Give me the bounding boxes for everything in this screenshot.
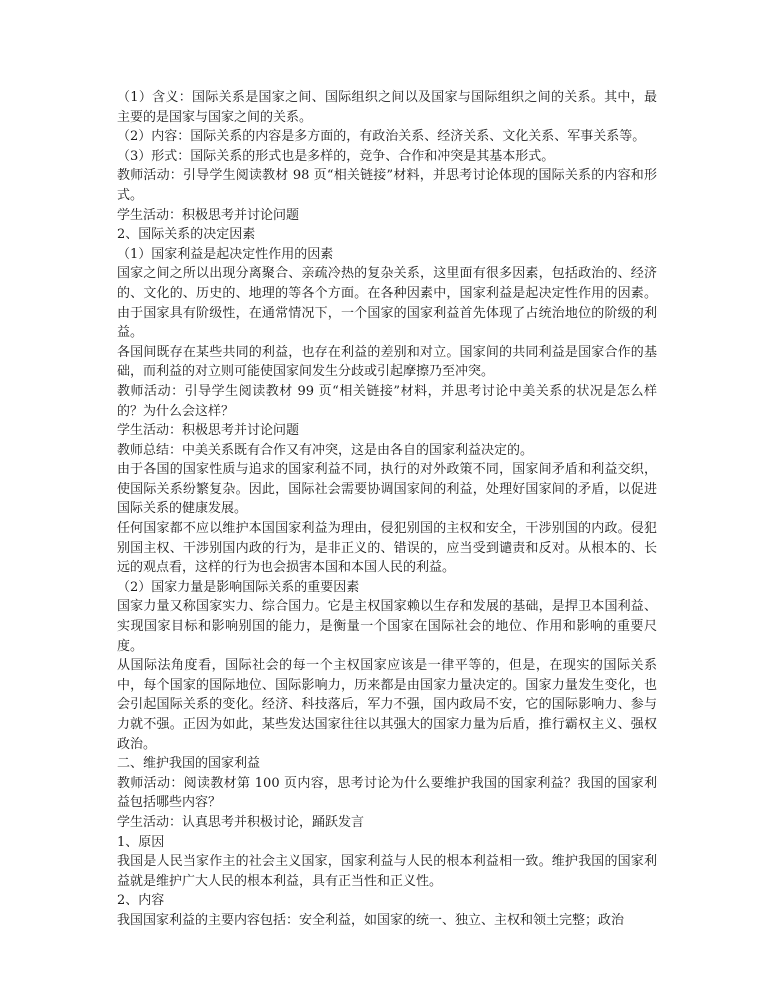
- paragraph-common-interests: 各国间既存在某些共同的利益，也存在利益的差别和对立。国家间的共同利益是国家合作的基础，而利益的对立则可能使国家间发生分歧或引起摩擦乃至冲突。: [117, 344, 657, 380]
- subheading-national-power: （2）国家力量是影响国际关系的重要因素: [117, 579, 360, 595]
- paragraph-student-activity-2: 学生活动：积极思考并讨论问题: [117, 423, 300, 439]
- paragraph-international-law: 从国际法角度看，国际社会的每一个主权国家应该是一律平等的，但是，在现实的国际关系中，每个国家的国际地位、国际影响力，历来都是由国家力量决定的。国家力量发生变化，也会引起国际关系的变化。经济、科技落后，军力不强，国内政局不安，它的国际影响力、参与力就不强。正因为如此，某些发达国家往往以其强大的国家力量为后盾，推行霸权主义、强权政治。: [117, 658, 657, 752]
- paragraph-no-infringement: 任何国家都不应以维护本国国家利益为理由，侵犯别国的主权和安全，干涉别国的内政。侵犯别国主权、干涉别国内政的行为，是非正义的、错误的，应当受到谴责和反对。从根本的、长远的观点看，这样的行为也会损害本国和本国人民的利益。: [117, 521, 657, 576]
- paragraph-form: （3）形式：国际关系的形式也是多样的，竞争、合作和冲突是其基本形式。: [117, 148, 555, 164]
- paragraph-contents: 我国国家利益的主要内容包括：安全利益，如国家的统一、独立、主权和领土完整；政治: [117, 912, 625, 928]
- paragraph-teacher-activity-100: 教师活动：阅读教材第 100 页内容，思考讨论为什么要维护我国的国家利益？我国的国家利益包括哪些内容？: [117, 775, 657, 811]
- paragraph-student-activity: 学生活动：积极思考并讨论问题: [117, 207, 300, 223]
- section-heading-safeguard: 二、维护我国的国家利益: [117, 756, 261, 772]
- paragraph-complex-relations: 国家之间之所以出现分离聚合、亲疏冷热的复杂关系，这里面有很多因素，包括政治的、经济的、文化的、历史的、地理的等各个方面。在各种因素中，国家利益是起决定性作用的因素。由于国家具有阶级性，在通常情况下，一个国家的国家利益首先体现了占统治地位的阶级的利益。: [117, 266, 657, 341]
- paragraph-power-definition: 国家力量又称国家实力、综合国力。它是主权国家赖以生存和发展的基础，是捍卫本国利益、实现国家目标和影响别国的能力，是衡量一个国家在国际社会的地位、作用和影响的重要尺度。: [117, 599, 657, 654]
- document-body: [117, 88, 657, 931]
- subheading-reason: 1、原因: [117, 834, 165, 850]
- paragraph-student-activity-3: 学生活动：认真思考并积极讨论，踊跃发言: [117, 814, 365, 830]
- paragraph-reason: 我国是人民当家作主的社会主义国家，国家利益与人民的根本利益相一致。维护我国的国家利益就是维护广大人民的根本利益，具有正当性和正义性。: [117, 854, 657, 889]
- subheading-contents: 2、内容: [117, 893, 165, 909]
- subheading-national-interest: （1）国家利益是起决定性作用的因素: [117, 246, 334, 262]
- section-heading-determinants: 2、国际关系的决定因素: [117, 227, 256, 243]
- paragraph-teacher-summary: 教师总结：中美关系既有合作又有冲突，这是由各自的国家利益决定的。: [117, 442, 534, 458]
- paragraph-different-interests: 由于各国的国家性质与追求的国家利益不同，执行的对外政策不同，国家间矛盾和利益交织，使国际关系纷繁复杂。因此，国际社会需要协调国家间的利益，处理好国家间的矛盾，以促进国际关系的健康发展。: [117, 462, 657, 517]
- paragraph-teacher-activity-99: 教师活动：引导学生阅读教材 99 页“相关链接”材料，并思考讨论中美关系的状况是怎么样的？为什么会这样？: [117, 383, 657, 419]
- paragraph-teacher-activity-98: 教师活动：引导学生阅读教材 98 页“相关链接”材料，并思考讨论体现的国际关系的内容和形式。: [117, 168, 657, 203]
- paragraph-meaning: （1）含义：国际关系是国家之间、国际组织之间以及国家与国际组织之间的关系。其中，最主要的是国家与国家之间的关系。: [117, 90, 657, 125]
- paragraph-content: （2）内容：国际关系的内容是多方面的，有政治关系、经济关系、文化关系、军事关系等。: [117, 129, 646, 145]
